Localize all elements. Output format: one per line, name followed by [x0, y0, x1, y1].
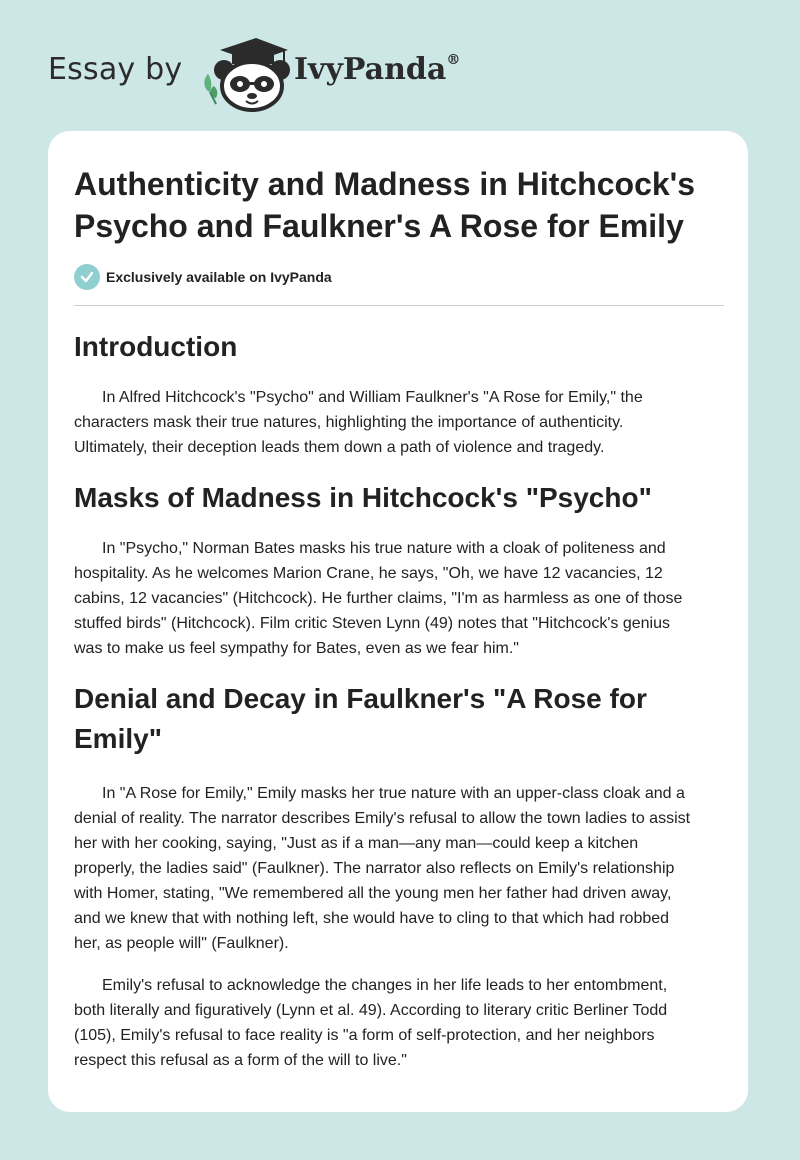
divider — [74, 305, 724, 306]
section-heading: Introduction — [74, 331, 238, 362]
section-paragraph: In "Psycho," Norman Bates masks his true nature with a cloak of politeness and hospitality. As he welcomes Marion Crane, he says, "Oh, we have 12 vacancies, 12 cabins, 12 vacancies" (Hitchcock). He further claims, "I'm as harmless as one of those stuffed birds" (Hitchcock). Film critic Steven Lynn (49) notes that "Hitchcock's genius was to make us feel sympathy for Bates, even as we fear him." — [74, 540, 683, 657]
section-paragraph: Emily's refusal to acknowledge the changes in her life leads to her entombment, both literally and figuratively (Lynn et al. 49). According to literary critic Berliner Todd (105), Emily's refusal to face reality is "a form of self-protection, and her neighbors respect this refusal as a form of the will to live." — [74, 977, 668, 1069]
essay-card — [48, 131, 748, 1112]
section-heading: Denial and Decay in Faulkner's "A Rose for Emily" — [74, 683, 647, 754]
section-paragraph: In "A Rose for Emily," Emily masks her true nature with an upper-class cloak and a denial of reality. The narrator describes Emily's refusal to allow the town ladies to assist her with her cooking, saying, "Just as if a man—any man—could keep a kitchen properly, the ladies said" (Faulkner). The narrator also reflects on Emily's relationship with Homer, stating, "We remembered all the young men her father had driven away, and we knew that with nothing left, she would have to cling to that which had robbed her, as people will" (Faulkner). — [74, 785, 691, 952]
brand-prefix: Essay by — [48, 52, 183, 87]
check-icon — [74, 264, 100, 290]
badge-text: Exclusively available on IvyPanda — [106, 269, 332, 285]
exclusive-badge — [74, 263, 724, 291]
leaf-icon — [204, 74, 217, 104]
panda-graduate-icon[interactable] — [200, 34, 290, 112]
essay-content — [74, 131, 724, 1073]
site-header — [48, 34, 508, 114]
section-heading: Masks of Madness in Hitchcock's "Psycho" — [74, 482, 652, 513]
brand-name[interactable]: IvyPanda® — [294, 52, 461, 87]
section-paragraph: In Alfred Hitchcock's "Psycho" and William Faulkner's "A Rose for Emily," the characters mask their true natures, highlighting the importance of authenticity. Ultimately, their deception leads them down a path of violence and tragedy. — [74, 389, 643, 456]
page-title: Authenticity and Madness in Hitchcock's Psycho and Faulkner's A Rose for Emily — [74, 166, 696, 244]
